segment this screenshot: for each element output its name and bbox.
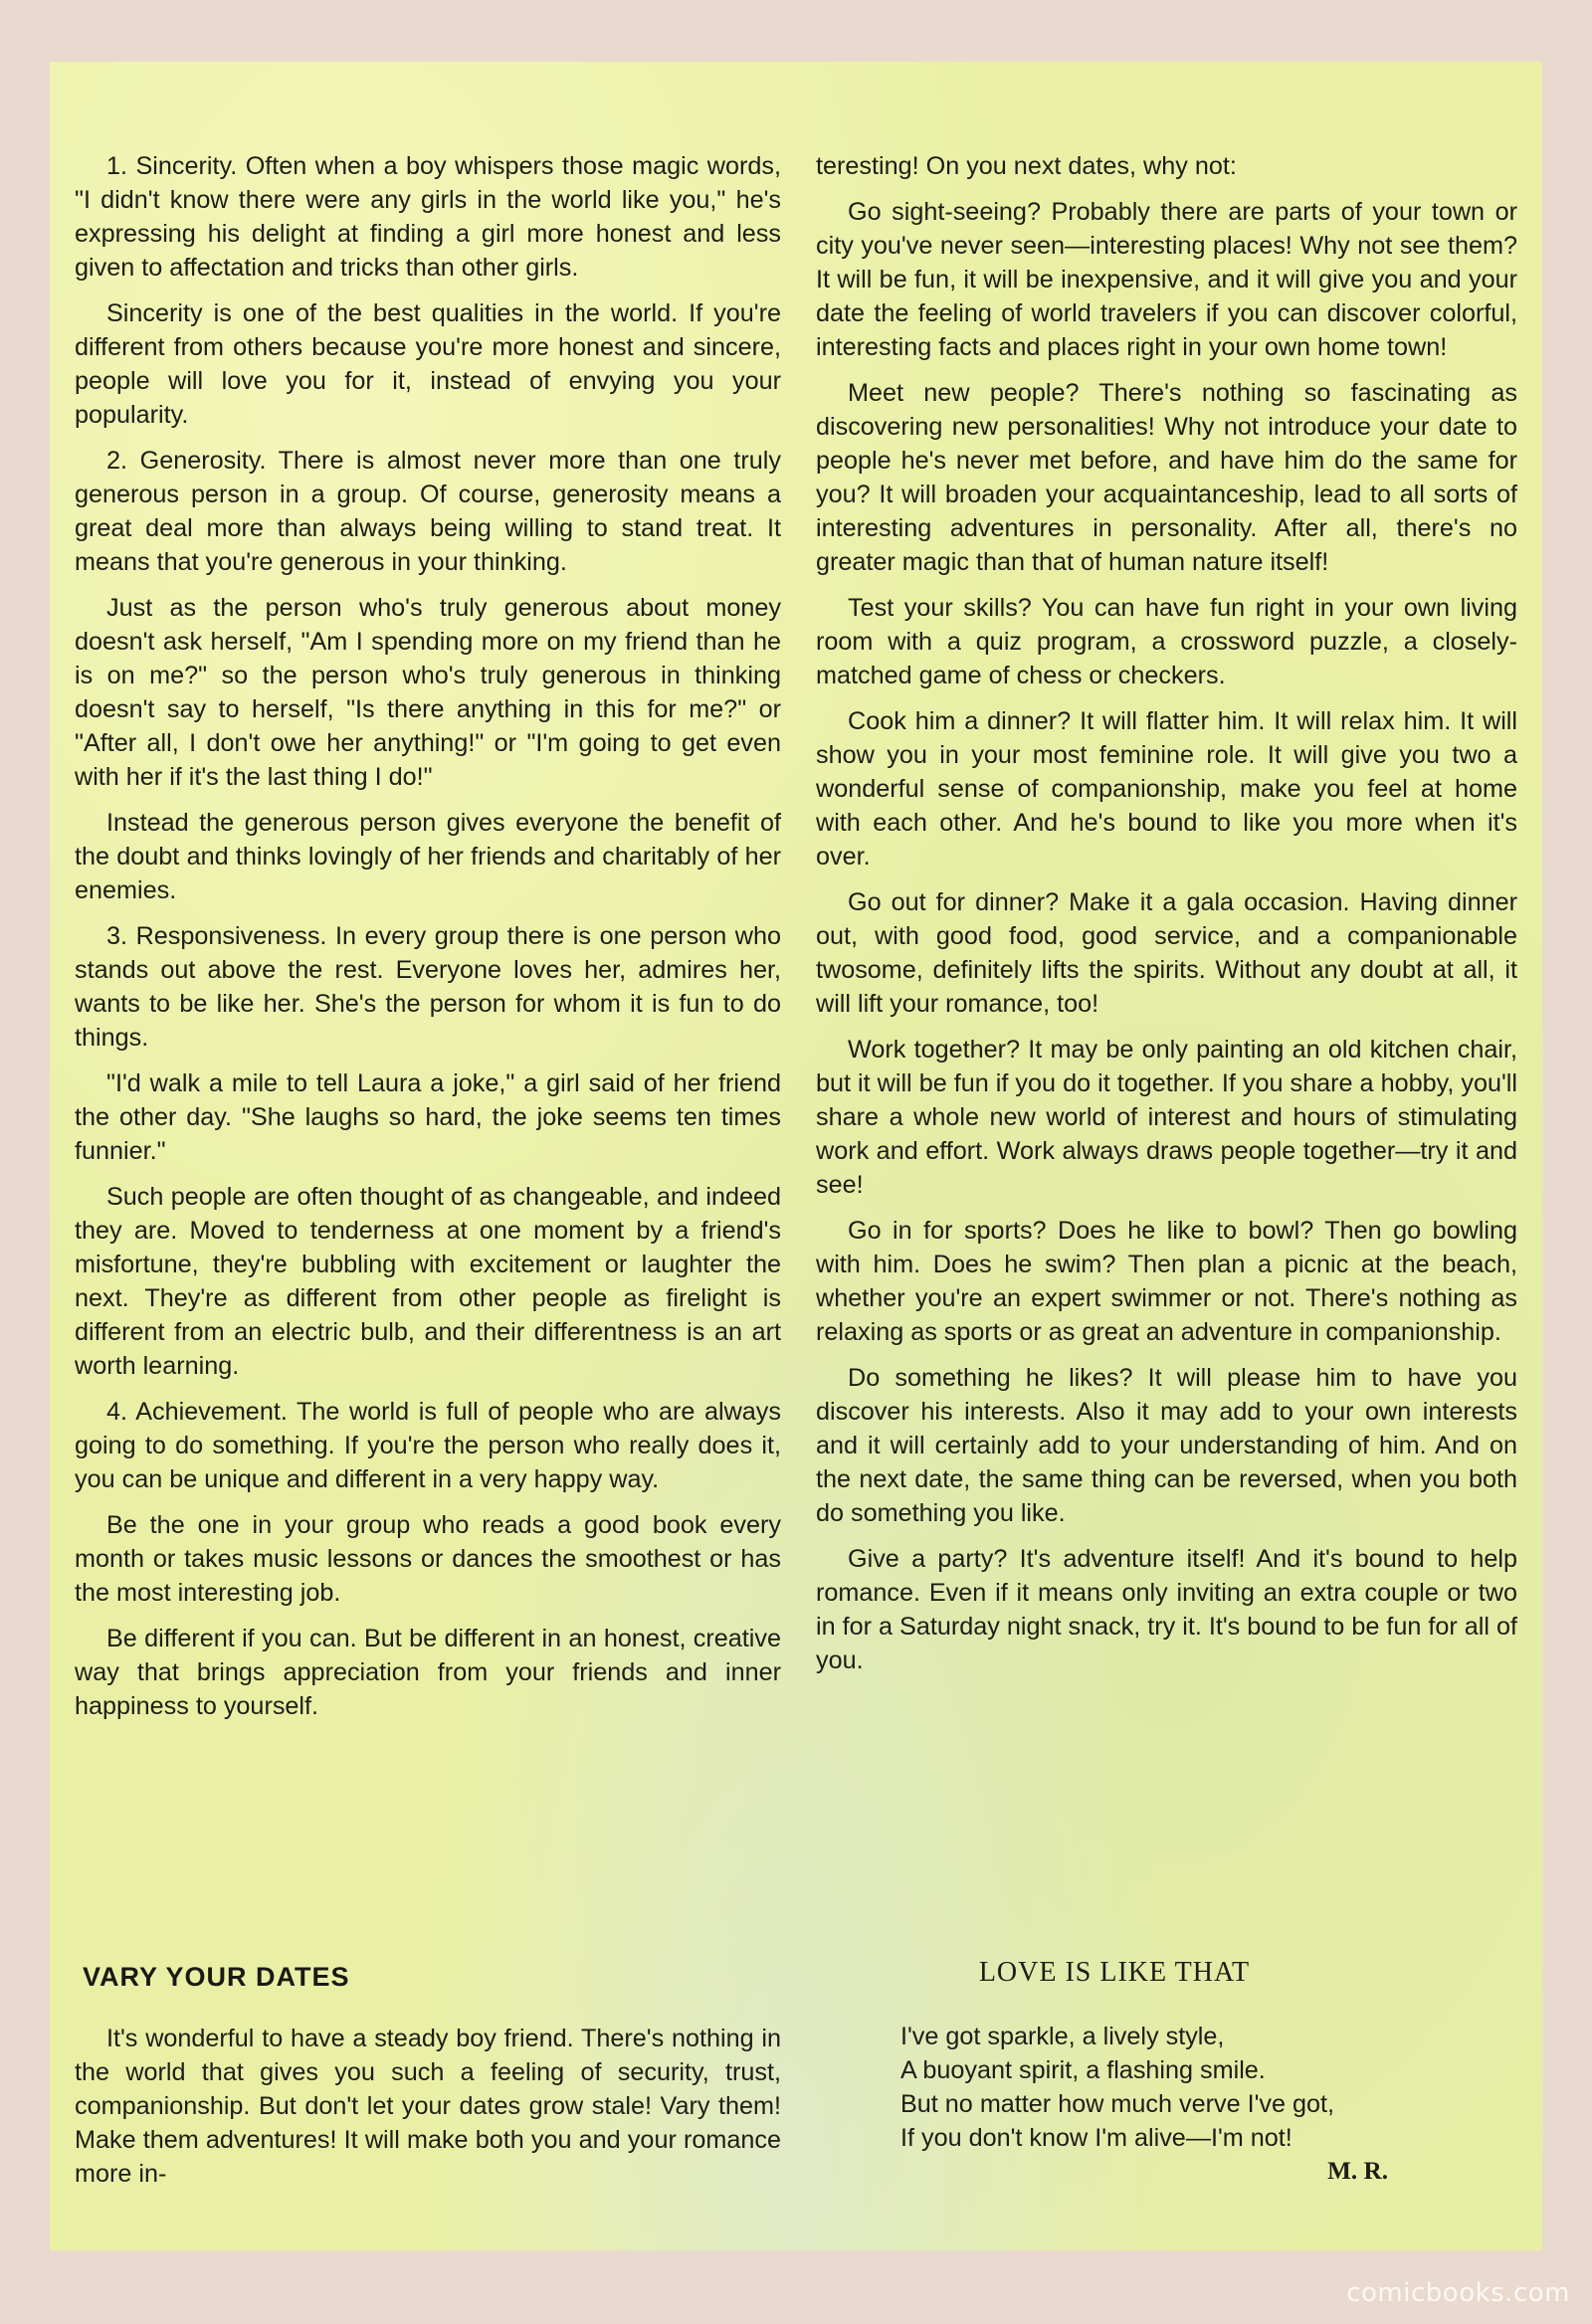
- watermark: comicbooks.com: [1346, 2278, 1570, 2308]
- poem-line: But no matter how much verve I've got,: [900, 2090, 1334, 2118]
- poem-line: I've got sparkle, a lively style,: [900, 2023, 1225, 2050]
- paragraph-generosity-3: Instead the generous person gives everyone the benefit of the doubt and thinks lovingly of her friends and charitably of her enemies.: [75, 809, 781, 904]
- poem-title: LOVE IS LIKE THAT: [978, 1957, 1251, 1988]
- paragraph-party: Give a party? It's adventure itself! And it's bound to help romance. Even if it means only inviting an extra couple or two in for a Saturday night snack, try it. It's bound to be fun for all of you.: [816, 1545, 1517, 1674]
- vary-dates-paragraph: It's wonderful to have a steady boy friend. There's nothing in the world that gives you such a feeling of security, trust, companionship. But don't let your dates grow stale! Vary them! Make them adventures! It will make both you and your romance more in-: [75, 2025, 781, 2188]
- paragraph-sincerity-2: Sincerity is one of the best qualities in the world. If you're different from others because you're more honest and sincere, people will love you for it, instead of envying you your popularity.: [75, 299, 781, 429]
- poem-line: A buoyant spirit, a flashing smile.: [900, 2056, 1266, 2084]
- paragraph-dinner-out: Go out for dinner? Make it a gala occasion. Having dinner out, with good food, good service, and a companionable twosome, definitely lifts the spirits. Without any doubt at all, it will lift your romance, too!: [816, 888, 1517, 1018]
- vary-your-dates-section: [75, 1960, 781, 2191]
- continuation-line: teresting! On you next dates, why not:: [816, 152, 1237, 180]
- paragraph-responsiveness: 3. Responsiveness. In every group there is one person who stands out above the rest. Everyone loves her, admires her, wants to be like her. She's the person for whom it is fun to do things.: [75, 922, 781, 1052]
- paragraph-sight-seeing: Go sight-seeing? Probably there are parts of your town or city you've never seen—interesting places! Why not see them? It will be fun, it will be inexpensive, and it will give you and your date the feeling of world travelers if you can discover colorful, interesting facts and places right in your own home town!: [816, 198, 1517, 361]
- left-column: [75, 149, 781, 1735]
- paragraph-responsiveness-2: "I'd walk a mile to tell Laura a joke," a girl said of her friend the other day. "She laughs so hard, the joke seems ten times funnier.": [75, 1069, 781, 1165]
- paragraph-meet-people: Meet new people? There's nothing so fascinating as discovering new personalities! Why not introduce your date to people he's never met before, and have him do the same for you? It will broaden your acquaintanceship, lead to all sorts of interesting adventures in personality. After all, there's no greater magic than that of human nature itself!: [816, 379, 1517, 576]
- poem-line: If you don't know I'm alive—I'm not!: [900, 2124, 1293, 2152]
- paragraph-he-likes: Do something he likes? It will please him to have you discover his interests. Also it may add to your own interests and it will certainly add to your understanding of him. And on the next date, the same thing can be reversed, when you both do something you like.: [816, 1364, 1517, 1527]
- paragraph-generosity-2: Just as the person who's truly generous about money doesn't ask herself, "Am I spending more on my friend than he is on me?" so the person who's truly generous in thinking doesn't say to herself, "Is there anything in this for me?" or "After all, I don't owe her anything!" or "I'm going to get even with her if it's the last thing I do!": [75, 594, 781, 791]
- right-column: [816, 149, 1517, 1689]
- poem-signature: M. R.: [1327, 2158, 1388, 2185]
- section-heading: VARY YOUR DATES: [83, 1962, 350, 1992]
- paragraph-generosity: 2. Generosity. There is almost never more than one truly generous person in a group. Of course, generosity means a great deal more than always being willing to stand treat. It means that you're generous in your thinking.: [75, 447, 781, 576]
- paragraph-test-skills: Test your skills? You can have fun right in your own living room with a quiz program, a crossword puzzle, a closely-matched game of chess or checkers.: [816, 594, 1517, 689]
- paragraph-sports: Go in for sports? Does he like to bowl? Then go bowling with him. Does he swim? Then plan a picnic at the beach, whether you're an expert swimmer or not. There's nothing as relaxing as sports or as great an adventure in companionship.: [816, 1217, 1517, 1346]
- paragraph-responsiveness-3: Such people are often thought of as changeable, and indeed they are. Moved to tenderness at one moment by a friend's misfortune, they're bubbling with excitement or laughter the next. They're as different from other people as firelight is different from an electric bulb, and their differentness is an art worth learning.: [75, 1183, 781, 1380]
- paragraph-achievement-3: Be different if you can. But be different in an honest, creative way that brings appreciation from your friends and inner happiness to yourself.: [75, 1625, 781, 1720]
- poem-box: [900, 1956, 1458, 2189]
- paragraph-work-together: Work together? It may be only painting an old kitchen chair, but it will be fun if you do it together. If you share a hobby, you'll share a whole new world of interest and hours of stimulating work and effort. Work always draws people together—try it and see!: [816, 1036, 1517, 1199]
- paragraph-cook-dinner: Cook him a dinner? It will flatter him. It will relax him. It will show you in your most feminine role. It will give you two a wonderful sense of companionship, make you feel at home with each other. And he's bound to like you more when it's over.: [816, 707, 1517, 871]
- paragraph-achievement: 4. Achievement. The world is full of people who are always going to do something. If you're the person who really does it, you can be unique and different in a very happy way.: [75, 1398, 781, 1493]
- paragraph-sincerity: 1. Sincerity. Often when a boy whispers those magic words, "I didn't know there were any girls in the world like you," he's expressing his delight at finding a girl more honest and less given to affectation and tricks than other girls.: [75, 152, 781, 282]
- paragraph-achievement-2: Be the one in your group who reads a good book every month or takes music lessons or dances the smoothest or has the most interesting job.: [75, 1511, 781, 1607]
